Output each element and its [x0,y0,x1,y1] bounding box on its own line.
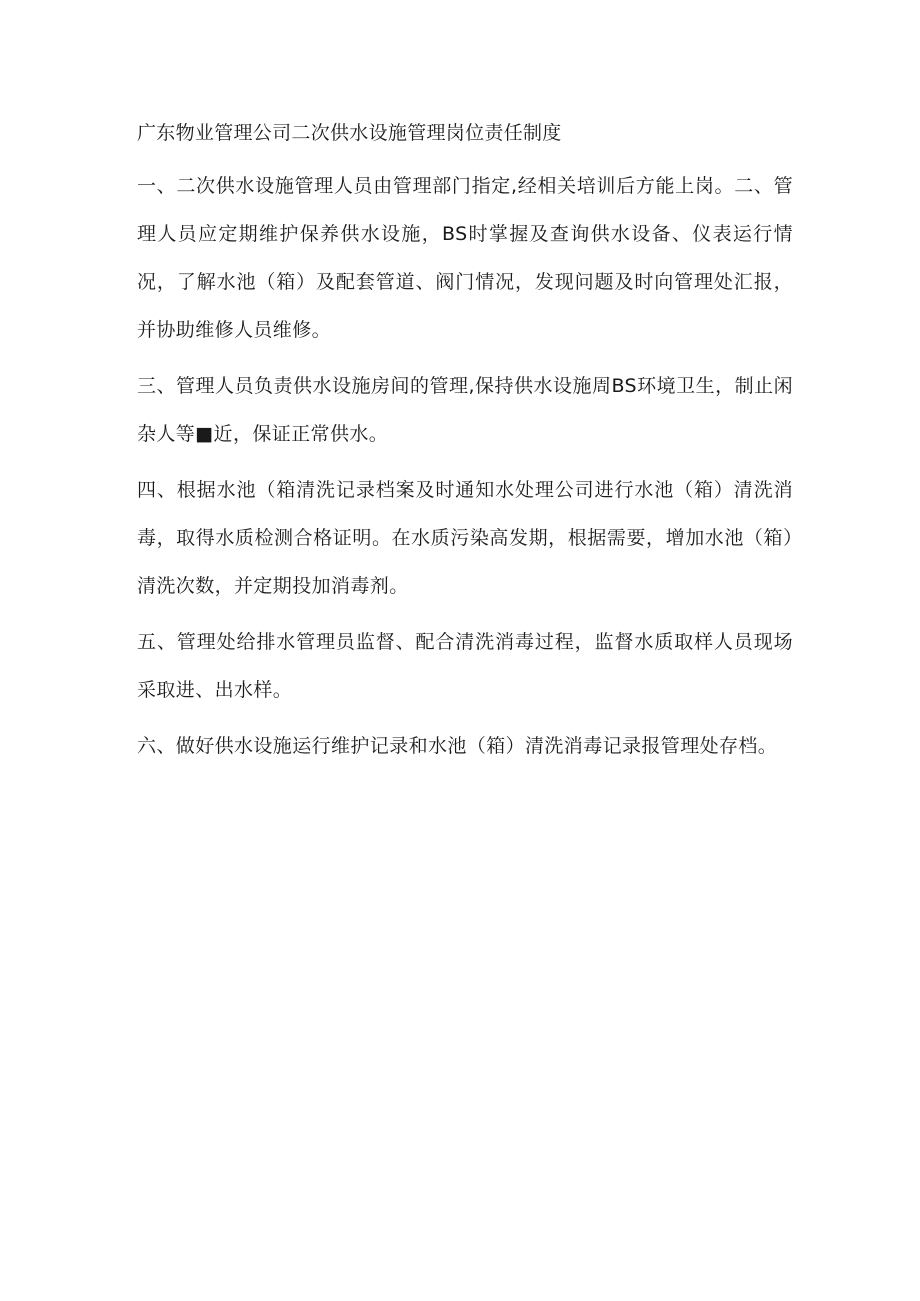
paragraph-4: 四、根据水池（箱清洗记录档案及时通知水处理公司进行水池（箱）清洗消毒，取得水质检测合格证明。在水质污染高发期，根据需要，增加水池（箱）清洗次数，并定期投加消毒剂。 [137,479,793,597]
paragraph-1-2: 一、二次供水设施管理人员由管理部门指定,经相关培训后方能上岗。二、管理人员应定期维护保养供水设施，BS时掌握及查询供水设备、仪表运行情况，了解水池（箱）及配套管道、阀门情况，发现问题及时向管理处汇报，并协助维修人员维修。 [137,175,793,341]
paragraph-5: 五、管理处给排水管理员监督、配合清洗消毒过程，监督水质取样人员现场采取进、出水样。 [137,631,793,701]
paragraph-6: 六、做好供水设施运行维护记录和水池（箱）清洗消毒记录报管理处存档。 [137,735,778,757]
document-body [137,114,793,770]
document-title: 广东物业管理公司二次供水设施管理岗位责任制度 [137,122,562,144]
paragraph-3: 三、管理人员负责供水设施房间的管理,保持供水设施周BS环境卫生，制止闲杂人等■近，保证正常供水。 [137,375,793,445]
